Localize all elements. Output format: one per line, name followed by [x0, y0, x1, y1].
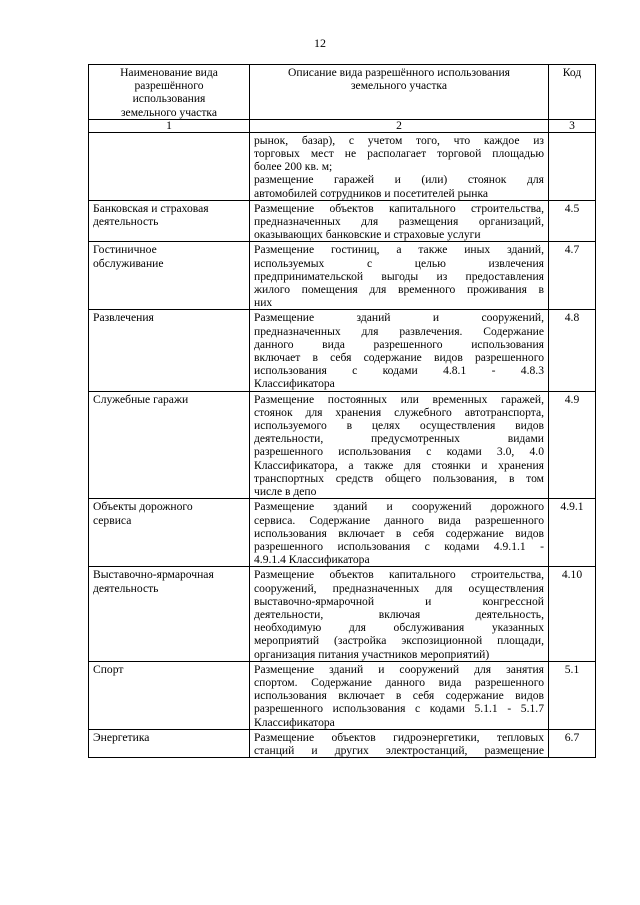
text-line: Размещение объектов капитального строительства,	[254, 568, 544, 582]
land-use-description	[250, 661, 549, 729]
text-line: Служебные гаражи	[93, 392, 189, 406]
text-line: Классификатора	[254, 377, 335, 391]
land-use-name	[89, 661, 250, 729]
text-line: Размещение зданий и сооружений дорожного	[254, 500, 544, 514]
land-use-description	[250, 391, 549, 499]
text-line: используемых с целью извлечения	[254, 256, 544, 270]
text-line: рынок, базар), с учетом того, что каждое из	[254, 133, 544, 147]
text-line: разрешенного использования с кодами 5.1.1 - 5.1.7	[254, 702, 544, 716]
text-line: включает в себя содержание видов разрешенного	[254, 351, 544, 365]
text-line: Развлечения	[93, 311, 154, 325]
text-line: деятельности, включая деятельность,	[254, 607, 544, 621]
header-name	[89, 65, 250, 120]
land-use-name	[89, 310, 250, 391]
land-use-code: 5.1	[549, 661, 596, 729]
table-row	[89, 729, 596, 757]
text-line: сервиса	[93, 513, 132, 527]
table-row	[89, 661, 596, 729]
land-use-code: 4.8	[549, 310, 596, 391]
text-line: земельного участка	[350, 79, 448, 93]
column-number-row	[89, 119, 596, 132]
text-line: предпринимательской выгоды из предоставления	[254, 269, 544, 283]
land-use-code: 4.9.1	[549, 499, 596, 567]
text-line: разрешенного использования с кодами 4.9.1.1 -	[254, 539, 544, 553]
text-line: Классификатора	[254, 715, 335, 729]
text-line: более 200 кв. м;	[254, 160, 333, 174]
text-line: разрешенного использования с кодами 3.0, 4.0	[254, 445, 544, 459]
land-use-name	[89, 499, 250, 567]
text-line: станций и других электростанций, размещение	[254, 743, 544, 757]
text-line: сооружений, предназначенных для осуществления	[254, 581, 544, 595]
land-use-table	[88, 64, 596, 758]
land-use-code	[549, 132, 596, 200]
land-use-description	[250, 729, 549, 757]
text-line: Размещение зданий и сооружений,	[254, 311, 544, 325]
text-line: Классификатора, а также для стоянки и хранения	[254, 458, 544, 472]
table-row	[89, 132, 596, 200]
land-use-description	[250, 310, 549, 391]
land-use-name	[89, 242, 250, 310]
land-use-description	[250, 242, 549, 310]
land-use-name	[89, 132, 250, 200]
text-line: разрешённого	[134, 79, 204, 93]
text-line: необходимую для обслуживания указанных	[254, 621, 544, 635]
text-line: деятельности, предусмотренных видами	[254, 432, 544, 446]
page-number: 12	[314, 36, 326, 50]
header-description	[250, 65, 549, 120]
text-line: использования включает в себя содержание видов	[254, 526, 544, 540]
text-line: спортом. Содержание данного вида разрешенного	[254, 675, 544, 689]
text-line: деятельность	[93, 215, 159, 229]
text-line: числе в депо	[254, 485, 317, 499]
text-line: использования	[132, 92, 206, 106]
land-use-name	[89, 391, 250, 499]
text-line: Выставочно-ярмарочная	[93, 568, 214, 582]
land-use-description	[250, 200, 549, 242]
land-use-name	[89, 567, 250, 661]
text-line: Банковская и страховая	[93, 201, 209, 215]
text-line: использования с кодами 4.8.1 - 4.8.3	[254, 364, 544, 378]
text-line: предназначенных для развлечения. Содержание	[254, 324, 544, 338]
text-line: автомобилей сотрудников и посетителей рынка	[254, 186, 489, 200]
text-line: выставочно-ярмарочной и конгрессной	[254, 594, 544, 608]
text-line: мероприятий (застройка экспозиционной площади,	[254, 634, 544, 648]
table-body	[89, 132, 596, 757]
land-use-description	[250, 132, 549, 200]
text-line: Наименование вида	[120, 66, 218, 79]
text-line: сервиса. Содержание данного вида разрешенного	[254, 513, 544, 527]
text-line: Код	[562, 66, 582, 79]
text-line: стоянок для хранения служебного автотранспорта,	[254, 405, 544, 419]
land-use-description	[250, 499, 549, 567]
text-line: Размещение зданий и сооружений для занятия	[254, 662, 544, 676]
text-line: земельного участка	[120, 105, 218, 119]
table-row	[89, 242, 596, 310]
land-use-description	[250, 567, 549, 661]
text-line: них	[254, 296, 273, 310]
text-line: Размещение объектов гидроэнергетики, тепловых	[254, 730, 544, 744]
column-number: 3	[549, 119, 596, 132]
text-line: деятельность	[93, 581, 159, 595]
header-code	[549, 65, 596, 120]
land-use-code: 4.7	[549, 242, 596, 310]
table-row	[89, 310, 596, 391]
land-use-name	[89, 200, 250, 242]
text-line: транспортных средств общего пользования, в том	[254, 471, 544, 485]
text-line: обслуживание	[93, 256, 164, 270]
text-line: 4.9.1.4 Классификатора	[254, 553, 370, 567]
text-line: торговых мест не располагает торговой площадью	[254, 147, 544, 161]
text-line: Размещение постоянных или временных гаражей,	[254, 392, 544, 406]
table-row	[89, 567, 596, 661]
text-line: Гостиничное	[93, 243, 157, 257]
land-use-code: 4.5	[549, 200, 596, 242]
text-line: размещение гаражей и (или) стоянок для	[254, 173, 544, 187]
text-line: оказывающих банковские и страховые услуги	[254, 228, 481, 242]
text-line: Размещение объектов капитального строительства,	[254, 201, 544, 215]
text-line: организация питания участников мероприятий)	[254, 647, 490, 661]
text-line: Объекты дорожного	[93, 500, 193, 514]
column-number: 2	[250, 119, 549, 132]
land-use-code: 6.7	[549, 729, 596, 757]
table-row	[89, 200, 596, 242]
text-line: использования включает в себя содержание видов	[254, 689, 544, 703]
text-line: используемого в целях осуществления видов	[254, 419, 544, 433]
land-use-code: 4.9	[549, 391, 596, 499]
table-row	[89, 499, 596, 567]
text-line: Спорт	[93, 662, 124, 676]
column-number: 1	[89, 119, 250, 132]
text-line: Размещение гостиниц, а также иных зданий,	[254, 243, 544, 257]
land-use-code: 4.10	[549, 567, 596, 661]
text-line: данного вида разрешенного использования	[254, 337, 544, 351]
land-use-name	[89, 729, 250, 757]
text-line: предназначенных для размещения организаций,	[254, 215, 544, 229]
text-line: жилого помещения для временного проживания в	[254, 283, 544, 297]
text-line: Описание вида разрешённого использования	[288, 66, 510, 79]
text-line: Энергетика	[93, 730, 150, 744]
table-row	[89, 391, 596, 499]
table-header-row	[89, 65, 596, 120]
